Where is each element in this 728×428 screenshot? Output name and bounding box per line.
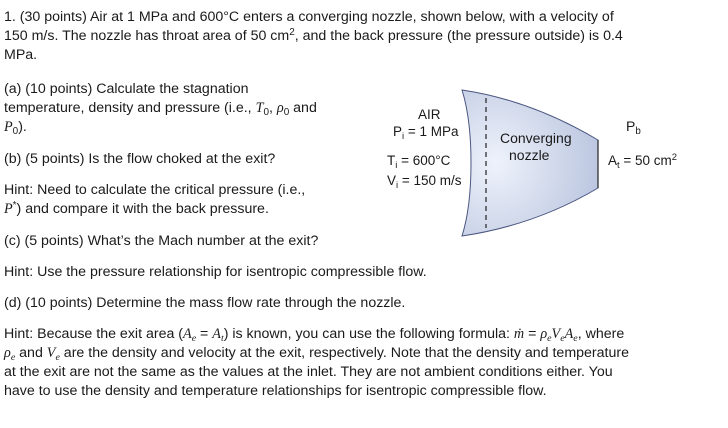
inlet-temperature-label: $T_i = 600^\circ C$: [387, 153, 451, 171]
question-line-1: 1. (30 points) Air at 1 MPa and 600°C enters a converging nozzle, shown below, with a velocity of: [4, 9, 614, 25]
part-b-hint-line-2: P*) and compare it with the back pressure.: [4, 200, 269, 217]
back-pressure-label: $P_b$: [626, 118, 641, 137]
inlet-pressure-label: $P_i = 1$ MPa: [393, 124, 459, 142]
part-a-line-3: $P_0$).: [4, 119, 27, 137]
nozzle-figure: [376, 88, 721, 238]
part-d-hint-line-2: $\rho_e$ and $V_e$ are the density and velocity at the exit, respectively. Note that the density and temperature: [4, 345, 629, 363]
part-b-question: (b) (5 points) Is the flow choked at the exit?: [4, 151, 276, 167]
nozzle-body: [462, 90, 598, 236]
part-b-hint-line-1: Hint: Need to calculate the critical pressure (i.e.,: [4, 182, 306, 198]
nozzle-label-line-1: Converging: [500, 130, 572, 146]
question-line-2: 150 m/s. The nozzle has throat area of 50 $cm^2$, and the back pressure (the pressure outside) is 0.4: [4, 27, 623, 44]
inlet-velocity-label: $V_i = 150$ m/s: [387, 173, 462, 191]
part-d-question: (d) (10 points) Determine the mass flow rate through the nozzle.: [4, 295, 406, 311]
question-line-3: MPa.: [4, 47, 38, 63]
part-d-hint-line-1: Hint: Because the exit area $(A_e = A_t)$ is known, you can use the following formula: ṁ = $\rho_eV_eA_e$, where: [4, 326, 625, 344]
part-c-question: (c) (5 points) What’s the Mach number at the exit?: [4, 233, 319, 249]
part-a-line-1: (a) (10 points) Calculate the stagnation: [4, 81, 249, 97]
air-label: AIR: [418, 107, 441, 122]
part-d-hint-line-3: at the exit are not the same as the values at the inlet. They are not ambient conditions either. You: [4, 364, 613, 380]
part-d-hint-line-4: have to use the density and temperature relationships for isentropic compressible flow.: [4, 383, 547, 399]
part-c-hint: Hint: Use the pressure relationship for isentropic compressible flow.: [4, 264, 427, 280]
part-a-line-2: temperature, density and pressure (i.e., $T_0$, $\rho_0$ and: [4, 100, 317, 118]
nozzle-label-line-2: nozzle: [509, 147, 550, 163]
throat-area-label: $A_t = 50$ $cm^2$: [608, 152, 678, 171]
